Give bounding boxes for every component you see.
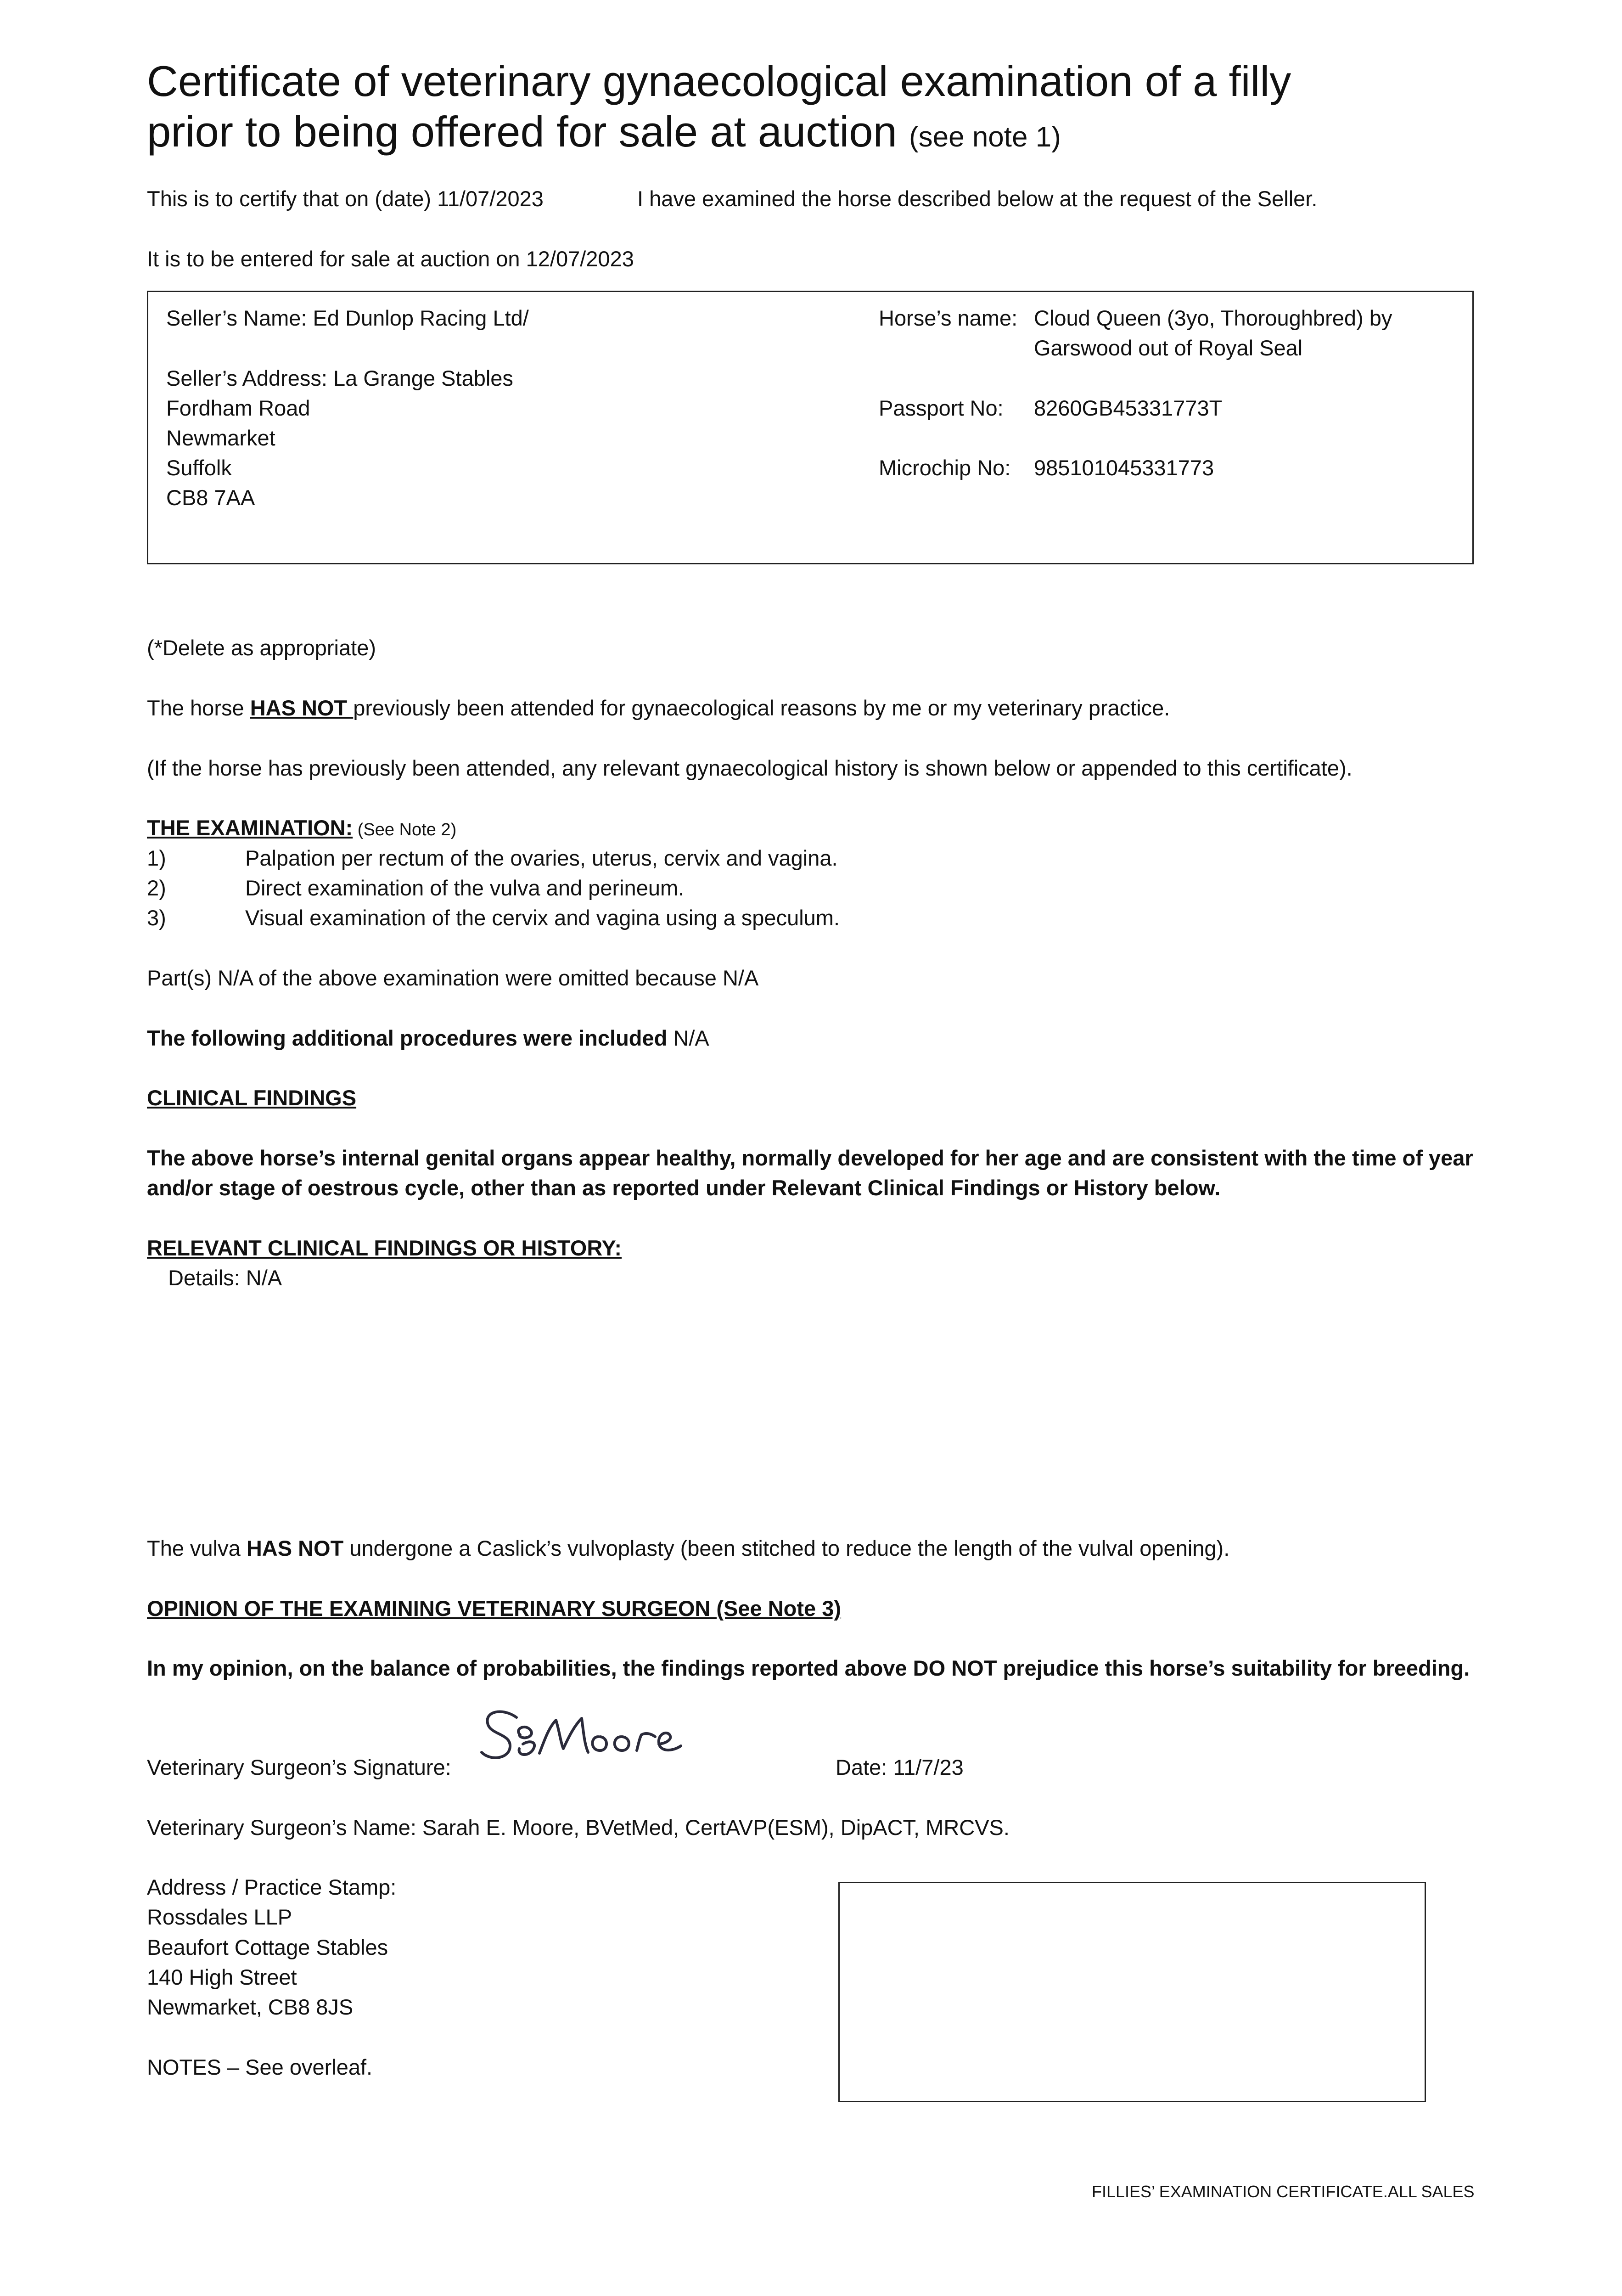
examination-heading: THE EXAMINATION: bbox=[147, 816, 353, 840]
delete-note: (*Delete as appropriate) bbox=[147, 636, 376, 660]
horse-name-label: Horse’s name: bbox=[879, 306, 1018, 330]
relevant-findings-heading: RELEVANT CLINICAL FINDINGS OR HISTORY: bbox=[147, 1236, 622, 1260]
signature-drawing bbox=[475, 1705, 732, 1769]
exam-item-number: 3) bbox=[147, 906, 166, 930]
attended-emphasis: HAS NOT bbox=[250, 696, 354, 720]
attended-statement bbox=[147, 693, 1170, 723]
title-line-2 bbox=[147, 107, 1291, 163]
examination-note: (See Note 2) bbox=[353, 820, 457, 839]
practice-address-line: Newmarket, CB8 8JS bbox=[147, 1995, 354, 2019]
sale-date: It is to be entered for sale at auction on 12/07/2023 bbox=[147, 247, 634, 271]
opinion-text: In my opinion, on the balance of probabilities, the findings reported above DO NOT prejudice this horse’s suitability for breeding. bbox=[147, 1656, 1470, 1680]
additional-value: N/A bbox=[667, 1026, 709, 1050]
vulva-suffix: undergone a Caslick’s vulvoplasty (been stitched to reduce the length of the vulval opening). bbox=[343, 1536, 1230, 1560]
seller-address-line: Newmarket bbox=[166, 426, 275, 450]
title-note: (see note 1) bbox=[909, 121, 1061, 153]
signature-label: Veterinary Surgeon’s Signature: bbox=[147, 1755, 451, 1779]
relevant-findings-details: Details: N/A bbox=[168, 1266, 282, 1290]
attended-suffix: previously been attended for gynaecological reasons by me or my veterinary practice. bbox=[353, 696, 1170, 720]
clinical-findings-text: The above horse’s internal genital organs appear healthy, normally developed for her age and are consistent with the time of year bbox=[147, 1146, 1473, 1170]
surgeon-name: Veterinary Surgeon’s Name: Sarah E. Moore, BVetMed, CertAVP(ESM), DipACT, MRCVS. bbox=[147, 1815, 1010, 1840]
signature-date: Date: 11/7/23 bbox=[836, 1755, 964, 1779]
title-line-2-text: prior to being offered for sale at auction bbox=[147, 107, 897, 156]
vulva-statement bbox=[147, 1533, 1229, 1564]
exam-item-number: 1) bbox=[147, 846, 166, 870]
vulva-emphasis: HAS NOT bbox=[246, 1536, 344, 1560]
exam-item-text: Palpation per rectum of the ovaries, uterus, cervix and vagina. bbox=[245, 846, 838, 870]
history-note: (If the horse has previously been attended, any relevant gynaecological history is shown below or appended to this certificate). bbox=[147, 756, 1353, 780]
clinical-findings-heading: CLINICAL FINDINGS bbox=[147, 1086, 357, 1110]
horse-name-value-line-2: Garswood out of Royal Seal bbox=[1034, 336, 1303, 360]
practice-address-line: Rossdales LLP bbox=[147, 1905, 292, 1929]
examination-heading-line bbox=[147, 813, 456, 845]
practice-stamp-box bbox=[838, 1882, 1426, 2102]
vulva-prefix: The vulva bbox=[147, 1536, 247, 1560]
certify-examined: I have examined the horse described below at the request of the Seller. bbox=[637, 186, 1318, 211]
seller-address-line: Suffolk bbox=[166, 456, 232, 480]
clinical-findings-text-line-2: and/or stage of oestrous cycle, other than as reported under Relevant Clinical Findings or History below. bbox=[147, 1176, 1221, 1200]
handwritten-signature bbox=[475, 1705, 732, 1769]
notes-reference: NOTES – See overleaf. bbox=[147, 2055, 373, 2079]
seller-address-line: Fordham Road bbox=[166, 396, 310, 420]
document-title bbox=[147, 56, 1291, 163]
practice-stamp-label: Address / Practice Stamp: bbox=[147, 1875, 397, 1899]
passport-label: Passport No: bbox=[879, 396, 1004, 420]
exam-item-text: Visual examination of the cervix and vagina using a speculum. bbox=[245, 906, 840, 930]
seller-name: Seller’s Name: Ed Dunlop Racing Ltd/ bbox=[166, 306, 529, 330]
exam-item-text: Direct examination of the vulva and perineum. bbox=[245, 876, 685, 900]
attended-prefix: The horse bbox=[147, 696, 250, 720]
certify-date: This is to certify that on (date) 11/07/2023 bbox=[147, 186, 544, 211]
microchip-value: 985101045331773 bbox=[1034, 456, 1214, 480]
omitted-statement: Part(s) N/A of the above examination were omitted because N/A bbox=[147, 966, 759, 990]
practice-address-line: Beaufort Cottage Stables bbox=[147, 1935, 388, 1959]
passport-value: 8260GB45331773T bbox=[1034, 396, 1223, 420]
practice-address-line: 140 High Street bbox=[147, 1965, 297, 1989]
seller-address-line: CB8 7AA bbox=[166, 485, 255, 510]
additional-label: The following additional procedures were included bbox=[147, 1026, 668, 1050]
title-line-1: Certificate of veterinary gynaecological examination of a filly bbox=[147, 57, 1291, 105]
exam-item-number: 2) bbox=[147, 876, 166, 900]
horse-name-value: Cloud Queen (3yo, Thoroughbred) by bbox=[1034, 306, 1392, 330]
microchip-label: Microchip No: bbox=[879, 456, 1011, 480]
seller-address-label: Seller’s Address: La Grange Stables bbox=[166, 366, 513, 390]
footer-label: FILLIES’ EXAMINATION CERTIFICATE.ALL SALES bbox=[1092, 2182, 1475, 2201]
additional-procedures bbox=[147, 1023, 709, 1053]
opinion-heading: OPINION OF THE EXAMINING VETERINARY SURGEON (See Note 3) bbox=[147, 1596, 842, 1621]
